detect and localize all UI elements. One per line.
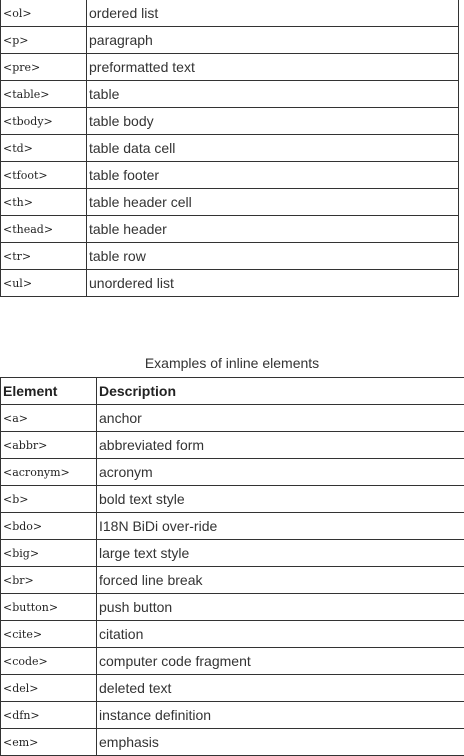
element-description-cell: table header cell [87,189,459,216]
table-row [1,621,464,648]
table-row [1,270,459,297]
table-row [1,513,464,540]
inline-elements-table [0,377,464,756]
table-row [1,162,459,189]
table-row [1,594,464,621]
element-description-cell: I18N BiDi over-ride [97,513,464,540]
element-tag-cell: <ol> [1,0,87,27]
element-column-header: Element [1,378,97,405]
element-tag-cell: <a> [1,405,97,432]
element-tag-cell: <em> [1,729,97,756]
block-elements-table-body [1,0,459,297]
element-description-cell: table row [87,243,459,270]
element-description-cell: table body [87,108,459,135]
table-row [1,486,464,513]
table-row [1,648,464,675]
element-description-cell: emphasis [97,729,464,756]
element-description-cell: bold text style [97,486,464,513]
element-description-cell: paragraph [87,27,459,54]
element-tag-cell: <pre> [1,54,87,81]
table-row [1,216,459,243]
element-description-cell: table footer [87,162,459,189]
element-tag-cell: <p> [1,27,87,54]
block-elements-table [0,0,459,297]
table-row [1,81,459,108]
element-description-cell: acronym [97,459,464,486]
table-row [1,27,459,54]
element-description-cell: citation [97,621,464,648]
element-tag-cell: <tbody> [1,108,87,135]
element-description-cell: ordered list [87,0,459,27]
element-description-cell: table header [87,216,459,243]
element-tag-cell: <table> [1,81,87,108]
table-row [1,189,459,216]
element-description-cell: instance definition [97,702,464,729]
inline-elements-table-body [1,405,464,756]
element-description-cell: table [87,81,459,108]
element-tag-cell: <bdo> [1,513,97,540]
table-row [1,567,464,594]
element-tag-cell: <dfn> [1,702,97,729]
element-description-cell: large text style [97,540,464,567]
table-row [1,0,459,27]
element-description-cell: unordered list [87,270,459,297]
table-row [1,54,459,81]
element-tag-cell: <br> [1,567,97,594]
inline-elements-caption: Examples of inline elements [144,355,320,371]
element-tag-cell: <th> [1,189,87,216]
element-tag-cell: <tfoot> [1,162,87,189]
element-tag-cell: <td> [1,135,87,162]
table-row [1,243,459,270]
element-description-cell: computer code fragment [97,648,464,675]
element-tag-cell: <b> [1,486,97,513]
element-tag-cell: <tr> [1,243,87,270]
element-description-cell: abbreviated form [97,432,464,459]
element-description-cell: preformatted text [87,54,459,81]
element-tag-cell: <abbr> [1,432,97,459]
element-description-cell: anchor [97,405,464,432]
table-row [1,702,464,729]
element-tag-cell: <thead> [1,216,87,243]
table-row [1,729,464,756]
element-description-cell: push button [97,594,464,621]
inline-elements-table-header [1,378,464,405]
table-row [1,459,464,486]
element-description-cell: table data cell [87,135,459,162]
table-row [1,540,464,567]
element-tag-cell: <ul> [1,270,87,297]
table-row [1,108,459,135]
element-description-cell: forced line break [97,567,464,594]
table-row [1,405,464,432]
element-tag-cell: <big> [1,540,97,567]
element-tag-cell: <acronym> [1,459,97,486]
description-column-header: Description [97,378,464,405]
element-tag-cell: <del> [1,675,97,702]
element-tag-cell: <code> [1,648,97,675]
element-description-cell: deleted text [97,675,464,702]
header-row [1,378,464,405]
element-tag-cell: <cite> [1,621,97,648]
table-row [1,135,459,162]
element-tag-cell: <button> [1,594,97,621]
table-row [1,675,464,702]
table-row [1,432,464,459]
